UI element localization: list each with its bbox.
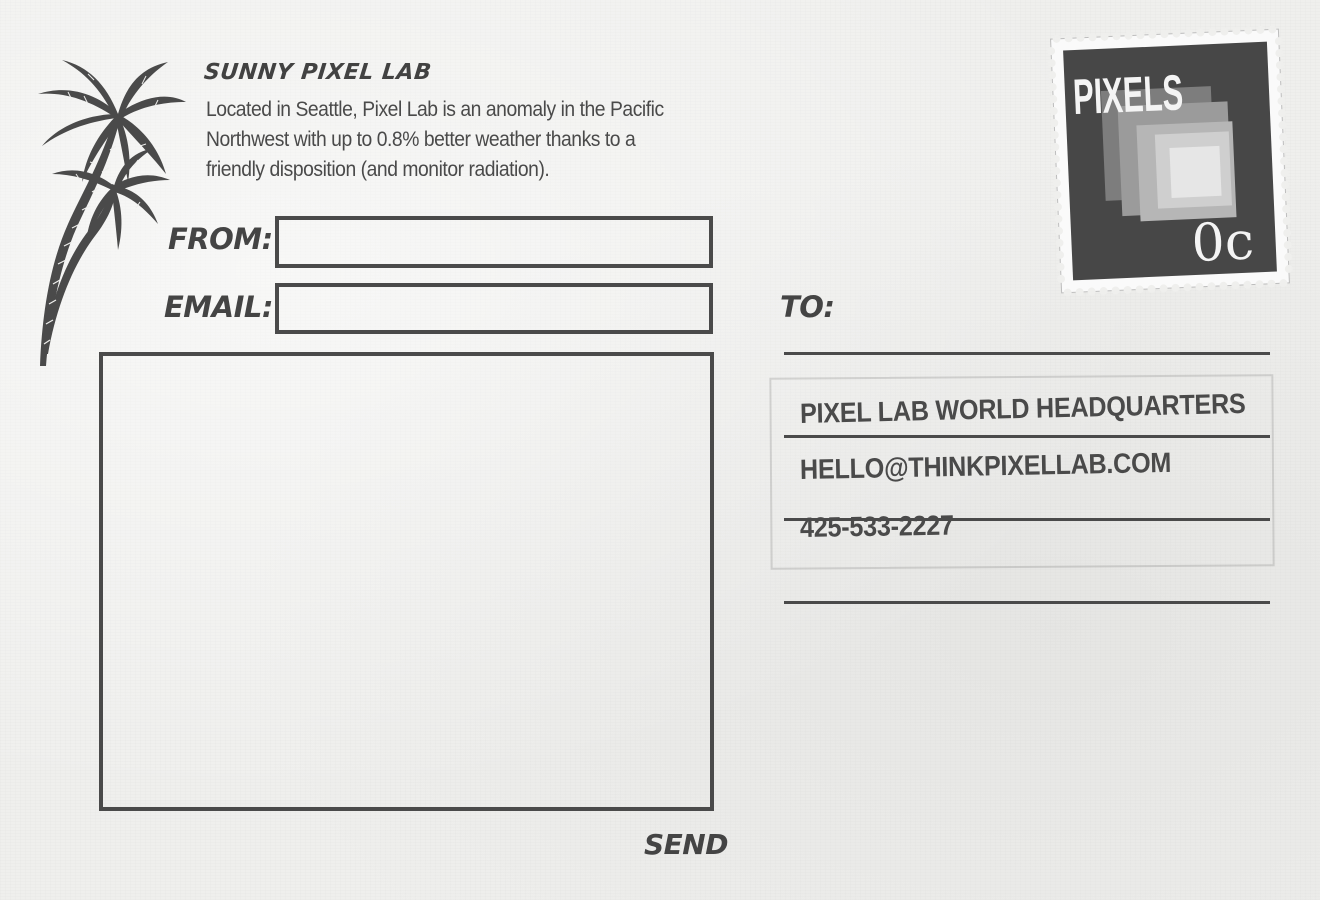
recipient-name: PIXEL LAB WORLD HEADQUARTERS [799, 387, 1246, 429]
stamp-brand: PIXELS [1071, 61, 1253, 126]
brand-blurb: Located in Seattle, Pixel Lab is an anomaly in the Pacific Northwest with up to 0.8% better weather thanks to a friendly disposition (and monitor radiation). [206, 98, 664, 181]
from-label: FROM: [168, 222, 273, 256]
message-textarea[interactable] [99, 352, 714, 811]
from-input[interactable] [275, 216, 713, 268]
address-rule [784, 601, 1270, 604]
postage-stamp [1046, 25, 1293, 297]
address-rule [784, 352, 1270, 355]
stamp-value: 0c [1190, 211, 1256, 275]
send-button[interactable]: SEND [644, 828, 728, 861]
to-label: TO: [780, 290, 835, 324]
email-input[interactable] [275, 283, 713, 334]
recipient-email: HELLO@THINKPIXELLAB.COM [799, 446, 1172, 485]
recipient-phone: 425-533-2227 [799, 509, 954, 543]
brand-heading: SUNNY PIXEL LAB [202, 60, 433, 85]
email-label: EMAIL: [164, 290, 273, 324]
